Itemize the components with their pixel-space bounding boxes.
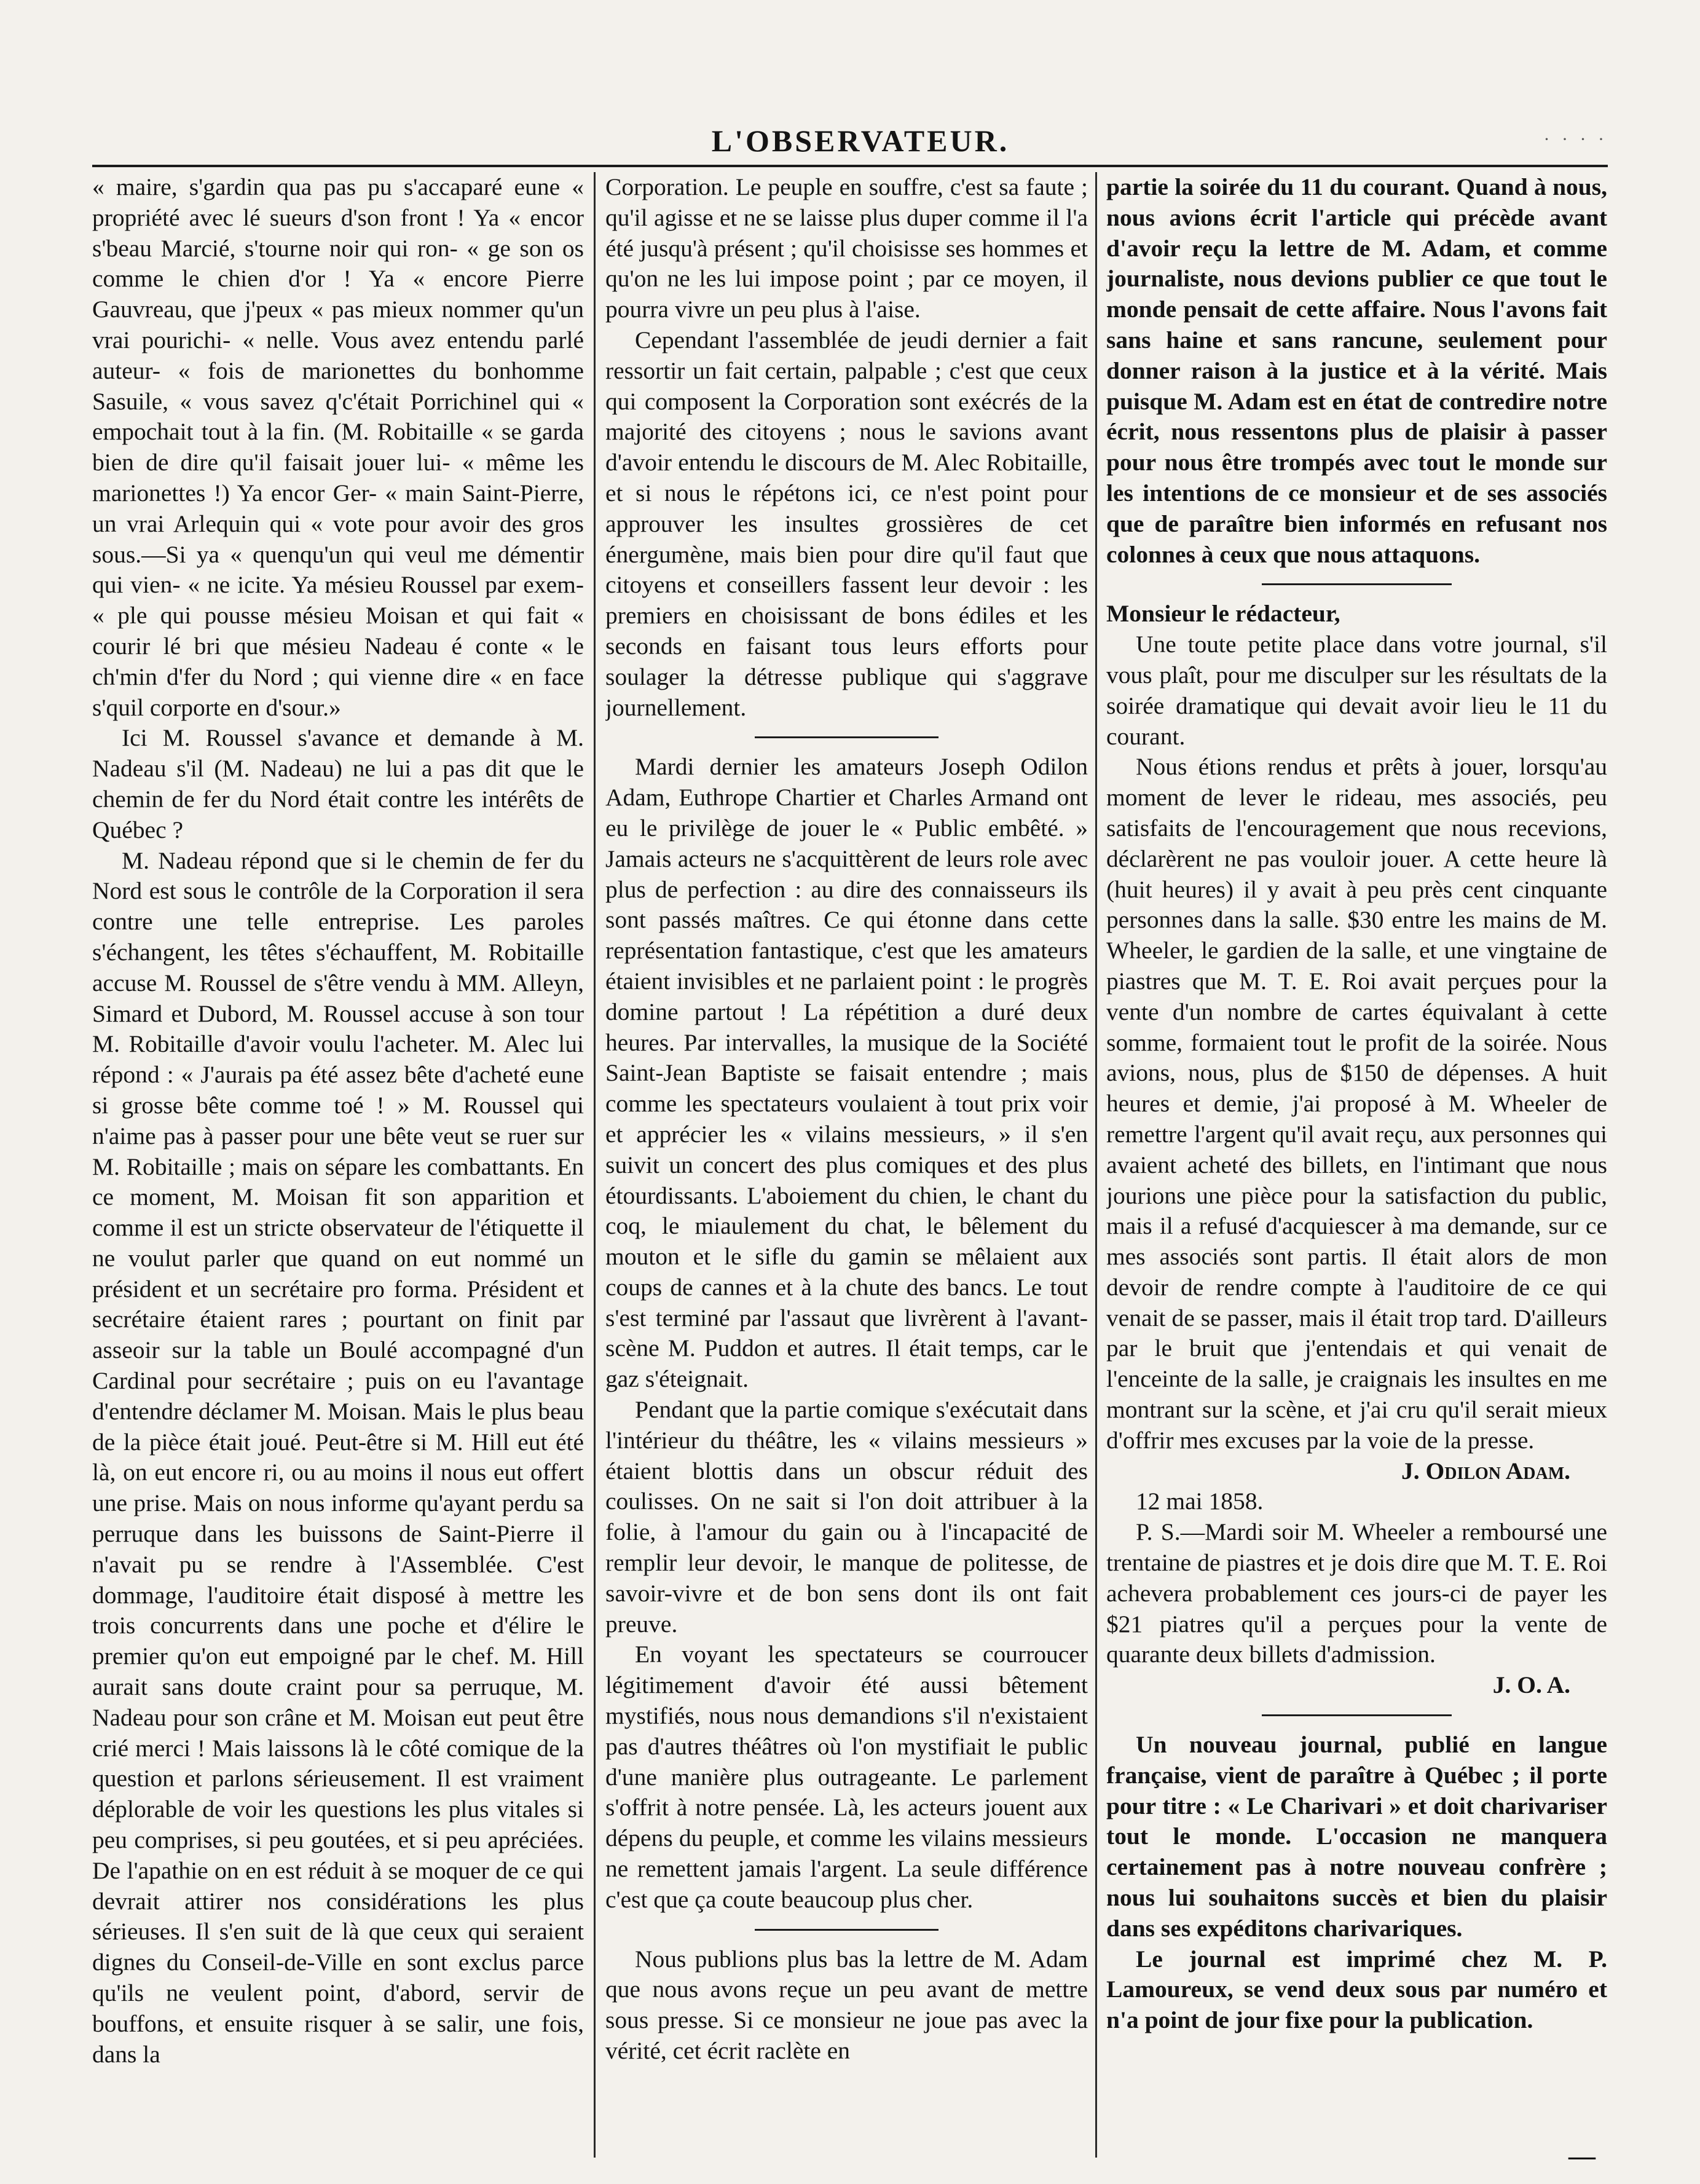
corner-mark: · · · · — [1543, 129, 1608, 149]
paragraph: M. Nadeau répond que si le chemin de fer du Nord est sous le contrôle de la Corporation il sera contre une telle entreprise. Les paroles s'échangent, les têtes s'échauffent, M. Robitaille accuse M. Roussel de s'être vendu à MM. Alleyn, Simard et Dubord, M. Roussel accuse à son tour M. Robitaille d'avoir voulu l'acheter. M. Alec lui répond : « J'aurais pa été assez bête d'acheté eune si grosse bête comme toé ! » M. Roussel qui n'aime pas à passer pour une bête veut se ruer sur M. Robitaille ; mais on sépare les combattants. En ce moment, M. Moisan fit son apparition et comme il est un stricte observateur de l'étiquette il ne voulut parler que quand on eut nommé un président et un secrétaire pro forma. Président et secrétaire étaient rares ; pourtant on finit par asseoir sur la table un Boulé accompagné d'un Cardinal pour secrétaire ; puis on eu l'avantage d'entendre déclamer M. Moisan. Mais le plus beau de la pièce était joué. Peut-être si M. Hill eut été là, on eut encore ri, ou au moins il nous eut offert une prise. Mais on nous informe qu'ayant perdu sa perruque dans les buissons de Saint-Pierre il n'avait pu se rendre à l'Assemblée. C'est dommage, l'auditoire était disposé à mettre les trois concurrents dans une poche et d'élire le premier qu'on eut empoigné par le chef. M. Hill aurait sans doute craint pour sa perruque, M. Nadeau pour son crâne et M. Moisan eut peut être crié merci ! Mais laissons là le côté comique de la question et parlons sérieusement. Il est vraiment déplorable de voir les questions les plus vitales si peu comprises, si peu goutées, et si peu apréciées. De l'apathie on en est réduit à se moquer de ce qui devrait attirer nos considérations les plus sérieuses. Il s'en suit de là que ceux qui seraient dignes du Conseil-de-Ville en sont exclus parce qu'ils ne veulent point, d'abord, servir de bouffons, et ensuite risquer à se salir, une fois, dans la — [92, 846, 584, 2068]
paragraph: Une toute petite place dans votre journal, s'il vous plaît, pour me disculper sur les résultats de la soirée dramatique qui devait avoir lieu le 11 du courant. — [1106, 631, 1607, 750]
letter-date: 12 mai 1858. — [1136, 1488, 1264, 1515]
paragraph: partie la soirée du 11 du courant. Quand à nous, nous avions écrit l'article qui précède avant d'avoir reçu la lettre de M. Adam, et comme journaliste, nous devions publier ce que tout le monde pensait de cette affaire. Nous l'avons fait sans haine et sans rancune, seulement pour donner raison à la justice et à la vérité. Mais puisque M. Adam est en état de contredire notre écrit, nous ressentons plus de plaisir à passer pour nous être trompés avec tout le monde sur les intentions de ce monsieur et de ses associés que de paraître bien informés en refusant nos colonnes à ceux que nous attaquons. — [1106, 173, 1607, 568]
paragraph: Corporation. Le peuple en souffre, c'est sa faute ; qu'il agisse et ne se laisse plus duper comme il l'a été jusqu'à présent ; qu'il choisisse ses hommes et qu'on ne les lui impose point ; par ce moyen, il pourra vivre un peu plus à l'aise. — [605, 173, 1088, 323]
signature: J. Odilon Adam. — [1401, 1457, 1570, 1484]
section-separator — [1262, 583, 1452, 585]
paragraph: Pendant que la partie comique s'exécutait dans l'intérieur du théâtre, les « vilains messieurs » étaient blottis dans un obscur réduit des coulisses. On ne sait si l'on doit attribuer à la folie, à l'amour du gain ou à l'incapacité de remplir leur devoir, le manque de politesse, de savoir-vivre et de bon sens dont ils ont fait preuve. — [605, 1396, 1088, 1638]
section-separator — [755, 736, 938, 738]
paragraph: P. S.—Mardi soir M. Wheeler a remboursé une trentaine de piastres et je dois dire que M. T. E. Roi achevera probablement ces jours-ci de payer les $21 piatres qu'il a perçues pour la vente de quarante deux billets d'admission. — [1106, 1518, 1607, 1668]
paragraph: Nous étions rendus et prêts à jouer, lorsqu'au moment de lever le rideau, mes associés, peu satisfaits de l'encouragement que nous recevions, déclarèrent ne pas vouloir jouer. A cette heure là (huit heures) il y avait à peu près cent cinquante personnes dans la salle. $30 entre les mains de M. Wheeler, le gardien de la salle, et une vingtaine de piastres que M. T. E. Roi avait perçues pour la vente d'un nombre de cartes équivalant à cette somme, formaient tout le profit de la soirée. Nous avions, nous, plus de $150 de dépenses. A huit heures et demie, j'ai proposé à M. Wheeler de remettre l'argent qu'il avait reçu, aux personnes qui avaient acheté des billets, en l'intimant que nous jourions une pièce pour la satisfaction du public, mais il a refusé d'acquiescer à ma demande, sur ce mes associés sont partis. Il était alors de mon devoir de rendre compte à l'auditoire de ce qui venait de se passer, mais il était trop tard. D'ailleurs par le bruit que j'entendais et qui venait de l'enceinte de la salle, je craignais les insultes en me montrant sur la scène, et j'ai cru qu'il serait mieux d'offrir mes excuses par la voie de la presse. — [1106, 753, 1607, 1454]
paragraph: Nous publions plus bas la lettre de M. Adam que nous avons reçue un peu avant de mettre sous presse. Si ce monsieur ne joue pas avec la vérité, cet écrit raclète en — [605, 1945, 1088, 2065]
letter-salutation: Monsieur le rédacteur, — [1106, 600, 1340, 628]
robitaille-quote: « maire, s'gardin qua pas pu s'accaparé eune « propriété avec lé sueurs d'son front ! Ya « encor s'beau Marcié, s'tourne noir qui ron- « ge son os comme le chien d'or ! Ya « encore Pierre Gauvreau, que j'peux « pas mieux nommer qu'un vrai pourichi- « nelle. Vous avez entendu parlé auteur- « fois de marionettes du bonhomme Sasuile, « vous savez q'c'était Porrichinel qui « empochait tout à la fin. (M. Robitaille « se garda bien de dire qu'il faisait jouer lui- « même les marionettes !) Ya encor Ger- « main Saint-Pierre, un vrai Arlequin qui « vote pour avoir des gros sous.—Si ya « quenqu'un qui veul me démentir qui vien- « ne icite. Ya mésieu Roussel par exem- « ple qui pousse mésieu Moisan et qui fait « courir lé bri que mésieu Nadeau é conte « le ch'min d'fer du Nord ; qui vienne dire « en face s'quil corporte en d'sour.» — [92, 173, 584, 721]
paragraph: En voyant les spectateurs se courroucer légitimement d'avoir été aussi bêtement mystifiés, nous nous demandions s'il n'existaient pas d'autres théâtres où l'on mystifiait le public d'une manière plus outrageante. Le parlement s'offrit à notre pensée. Là, les acteurs jouent aux dépens du peuple, et comme les vilains messieurs ne remettent jamais l'argent. La seule différence c'est que ça coute beaucoup plus cher. — [605, 1641, 1088, 1913]
section-separator — [755, 1929, 938, 1931]
paragraph: Cependant l'assemblée de jeudi dernier a fait ressortir un fait certain, palpable ; c'est que ceux qui composent la Corporation sont exécrés de la majorité des citoyens ; nous le savions avant d'avoir entendu le discours de M. Alec Robitaille, et si nous le répétons ici, ce n'est point pour approuver les insultes grossières de cet énergumène, mais bien pour dire qu'il faut que citoyens et conseillers fassent leur devoir : les premiers en choisissant de bons édiles et les seconds en faisant tous leurs efforts pour soulager la détresse publique qui s'aggrave journellement. — [605, 326, 1088, 721]
column-divider-1 — [594, 172, 596, 2158]
signature-initials: J. O. A. — [1492, 1671, 1570, 1699]
paragraph: Ici M. Roussel s'avance et demande à M. Nadeau s'il (M. Nadeau) ne lui a pas dit que le chemin de fer du Nord était contre les intérêts de Québec ? — [92, 724, 584, 843]
column-2 — [605, 172, 1088, 2170]
masthead: L'OBSERVATEUR. — [711, 124, 1010, 158]
end-mark: — — [1568, 2141, 1596, 2171]
paragraph: Un nouveau journal, publié en langue française, vient de paraître à Québec ; il porte pour titre : « Le Charivari » et doit charivariser tout le monde. L'occasion ne manquera certainement pas à notre nouveau confrère ; nous lui souhaitons succès et bien du plaisir dans ses expéditons charivariques. — [1106, 1731, 1607, 1942]
header-rule — [92, 165, 1608, 167]
paragraph: Le journal est imprimé chez M. P. Lamoureux, se vend deux sous par numéro et n'a point de jour fixe pour la publication. — [1106, 1945, 1607, 2034]
column-divider-2 — [1095, 172, 1097, 2158]
column-1 — [92, 172, 584, 2170]
paragraph: Mardi dernier les amateurs Joseph Odilon Adam, Euthrope Chartier et Charles Armand ont eu le privilège de jouer le « Public embêté. » Jamais acteurs ne s'acquittèrent de leurs role avec plus de perfection : au dire des connaisseurs ils sont passés maîtres. Ce qui étonne dans cette représentation fantastique, c'est que les amateurs étaient invisibles et ne parlaient point : le progrès domine partout ! La répétition a duré deux heures. Par intervalles, la musique de la Société Saint-Jean Baptiste se faisait entendre ; mais comme les spectateurs voulaient à tout prix voir et apprécier les « vilains messieurs, » il s'en suivit un concert des plus comiques et des plus étourdissants. L'aboiement du chien, le chant du coq, le miaulement du chat, le bêlement du mouton et le sifle du gamin se mêlaient aux coups de cannes et à la chute des bancs. Le tout s'est terminé par l'assaut que livrèrent à l'avant-scène M. Puddon et autres. Il était temps, car le gaz s'éteignait. — [605, 753, 1088, 1393]
section-separator — [1262, 1714, 1452, 1716]
column-3 — [1106, 172, 1607, 2170]
